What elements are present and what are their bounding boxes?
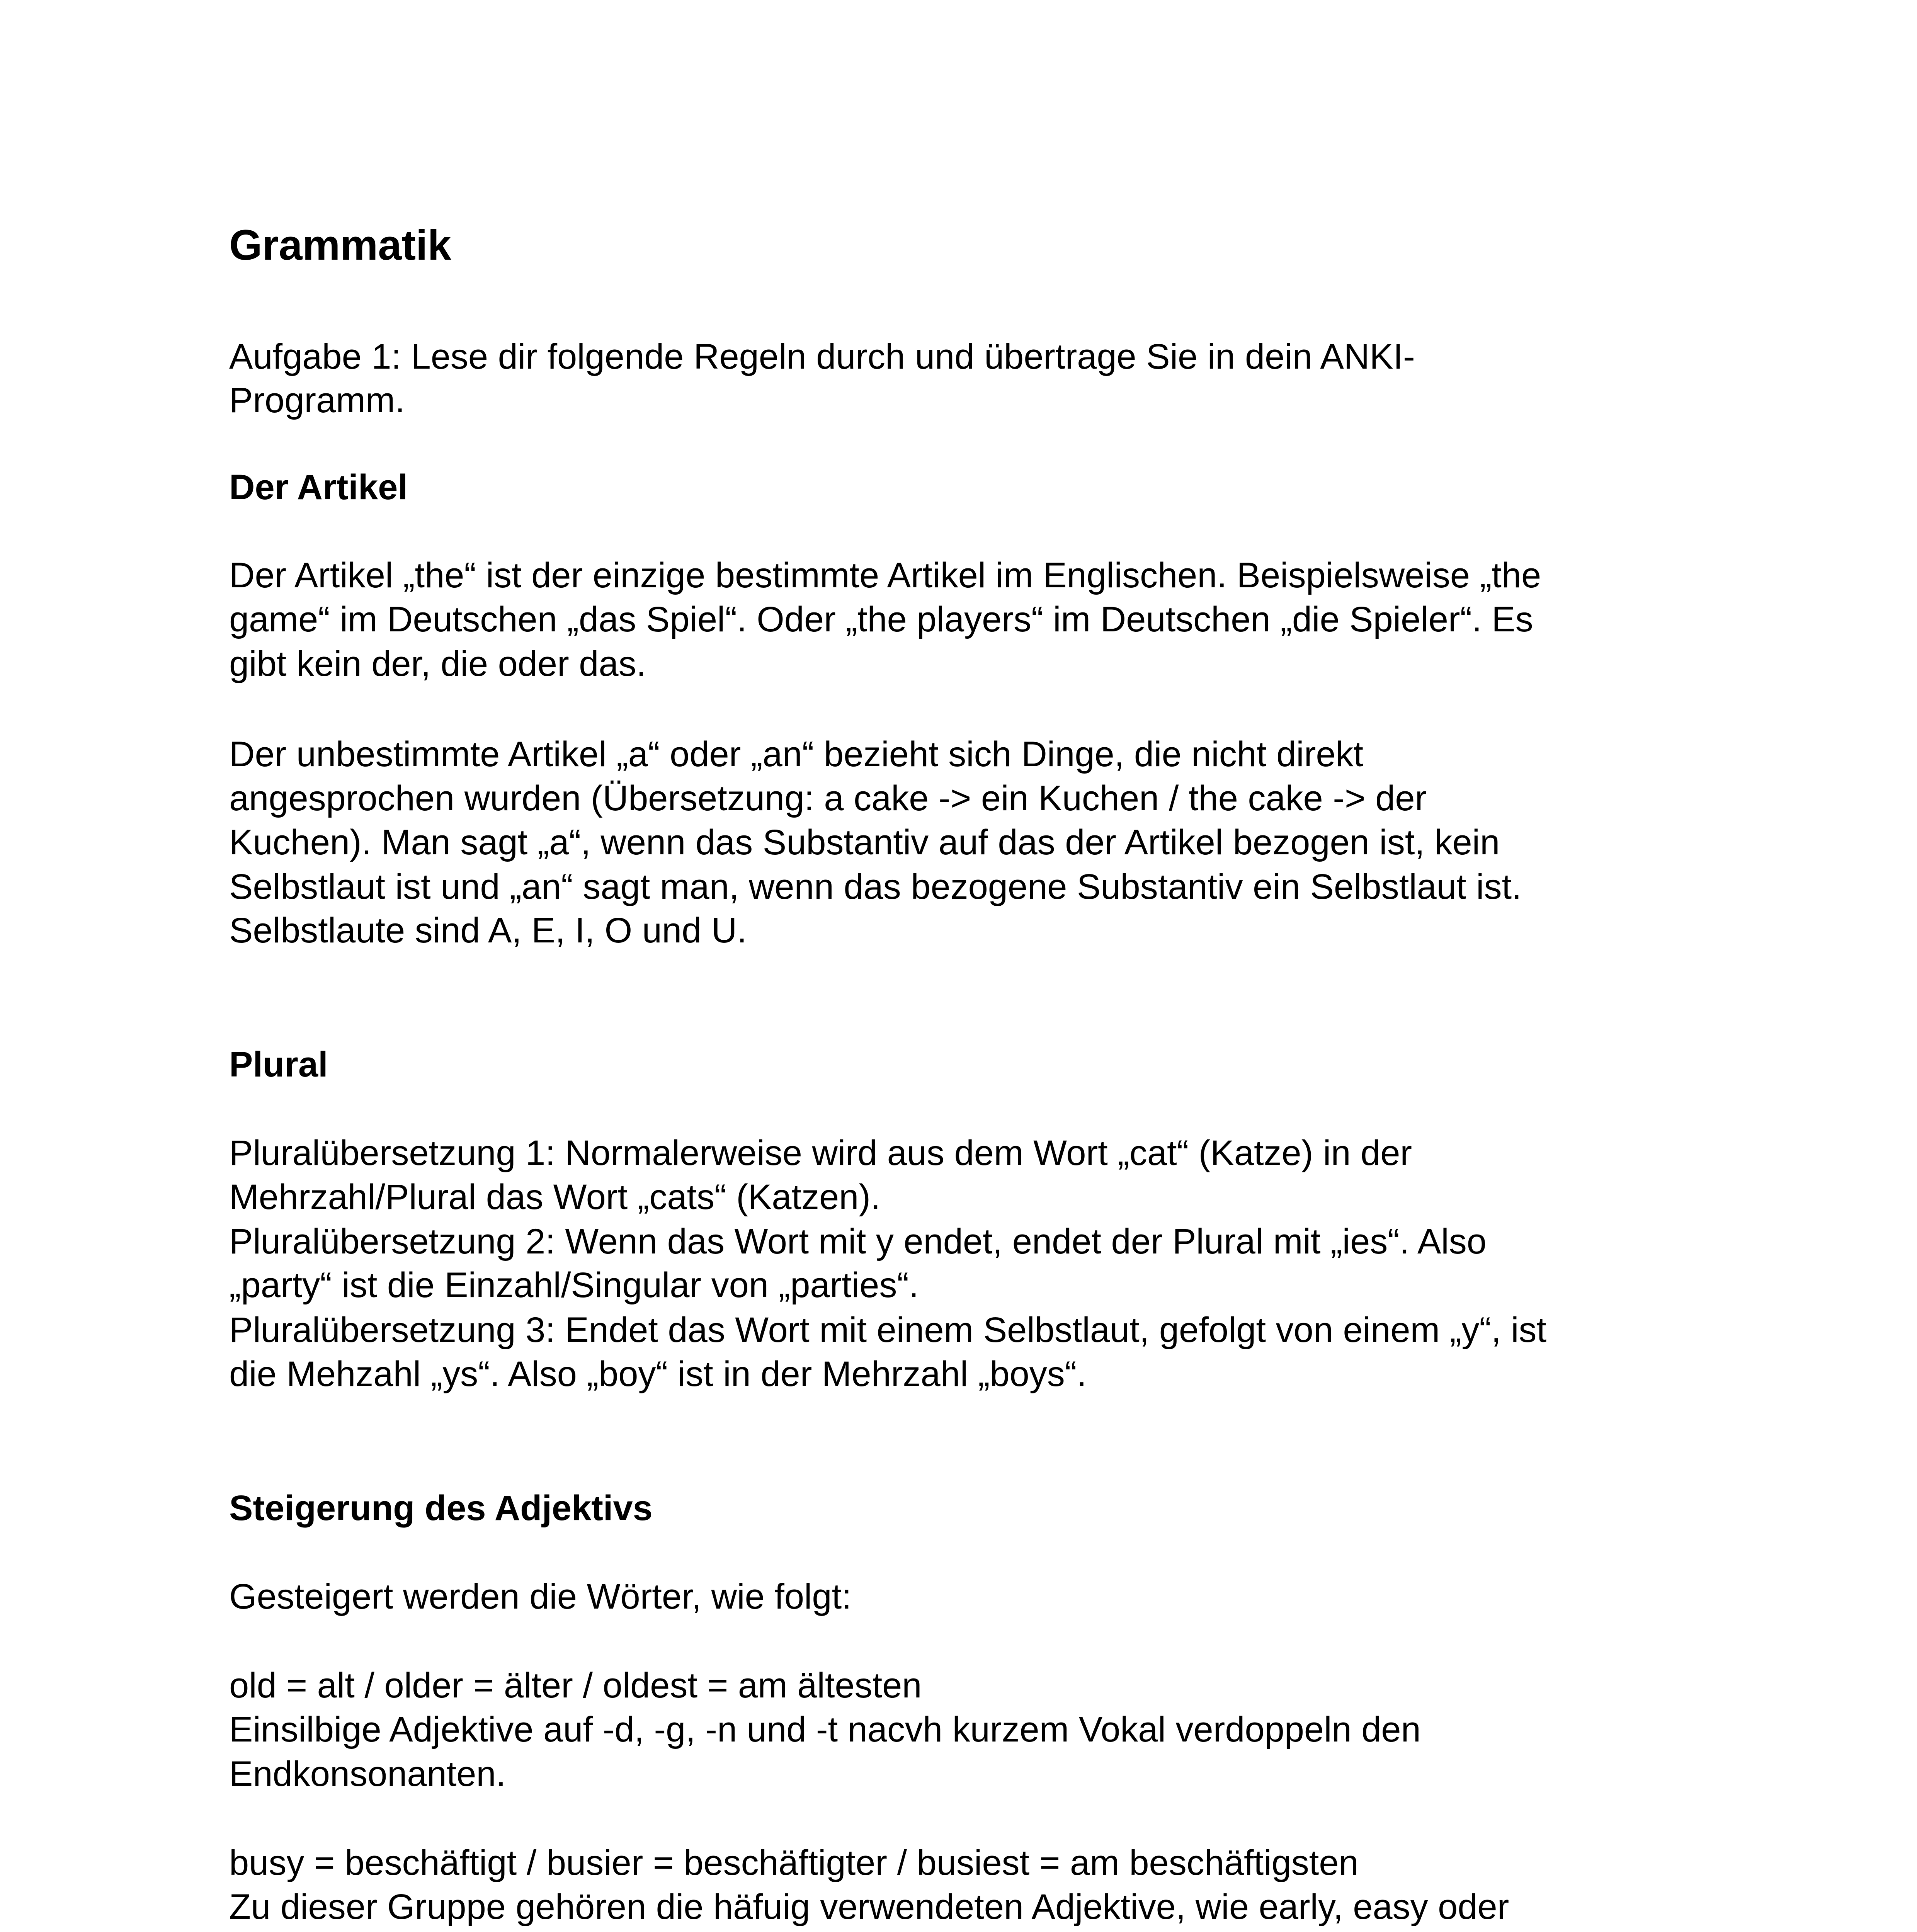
steigerung-line: Endkonsonanten. <box>229 1754 506 1794</box>
steigerung-intro: Gesteigert werden die Wörter, wie folgt: <box>229 1577 852 1616</box>
steigerung-line: old = alt / older = älter / oldest = am ältesten <box>229 1666 922 1705</box>
steigerung-line: busy = beschäftigt / busier = beschäftigter / busiest = am beschäftigsten <box>229 1843 1359 1883</box>
plural-line: Pluralübersetzung 2: Wenn das Wort mit y endet, endet der Plural mit „ies“. Also <box>229 1222 1487 1261</box>
artikel-para1-line: game“ im Deutschen „das Spiel“. Oder „the players“ im Deutschen „die Spieler“. Es <box>229 600 1533 639</box>
artikel-para2-line: angesprochen wurden (Übersetzung: a cake -> ein Kuchen / the cake -> der <box>229 779 1427 818</box>
artikel-para1-line: Der Artikel „the“ ist der einzige bestimmte Artikel im Englischen. Beispielsweise „the <box>229 556 1541 595</box>
task-line: Programm. <box>229 381 405 420</box>
heading-artikel: Der Artikel <box>229 468 408 507</box>
plural-line: die Mehzahl „ys“. Also „boy“ ist in der Mehrzahl „boys“. <box>229 1354 1087 1394</box>
artikel-para2-line: Selbstlaut ist und „an“ sagt man, wenn das bezogene Substantiv ein Selbstlaut ist. <box>229 867 1522 906</box>
steigerung-line: Zu dieser Gruppe gehören die häfuig verwendeten Adjektive, wie early, easy oder <box>229 1887 1509 1927</box>
artikel-para1-line: gibt kein der, die oder das. <box>229 644 646 684</box>
task-line: Aufgabe 1: Lese dir folgende Regeln durch und übertrage Sie in dein ANKI- <box>229 337 1415 376</box>
plural-line: Mehrzahl/Plural das Wort „cats“ (Katzen). <box>229 1177 881 1217</box>
plural-line: „party“ ist die Einzahl/Singular von „parties“. <box>229 1265 919 1305</box>
heading-steigerung: Steigerung des Adjektivs <box>229 1488 653 1528</box>
page-title: Grammatik <box>229 221 451 269</box>
plural-line: Pluralübersetzung 1: Normalerweise wird aus dem Wort „cat“ (Katze) in der <box>229 1133 1412 1173</box>
artikel-para2-line: Selbstlaute sind A, E, I, O und U. <box>229 911 747 950</box>
heading-plural: Plural <box>229 1045 328 1084</box>
artikel-para2-line: Der unbestimmte Artikel „a“ oder „an“ bezieht sich Dinge, die nicht direkt <box>229 735 1364 774</box>
steigerung-line: Einsilbige Adjektive auf -d, -g, -n und -t nacvh kurzem Vokal verdoppeln den <box>229 1710 1421 1749</box>
artikel-para2-line: Kuchen). Man sagt „a“, wenn das Substantiv auf das der Artikel bezogen ist, kein <box>229 823 1500 862</box>
plural-line: Pluralübersetzung 3: Endet das Wort mit einem Selbstlaut, gefolgt von einem „y“, ist <box>229 1310 1547 1350</box>
